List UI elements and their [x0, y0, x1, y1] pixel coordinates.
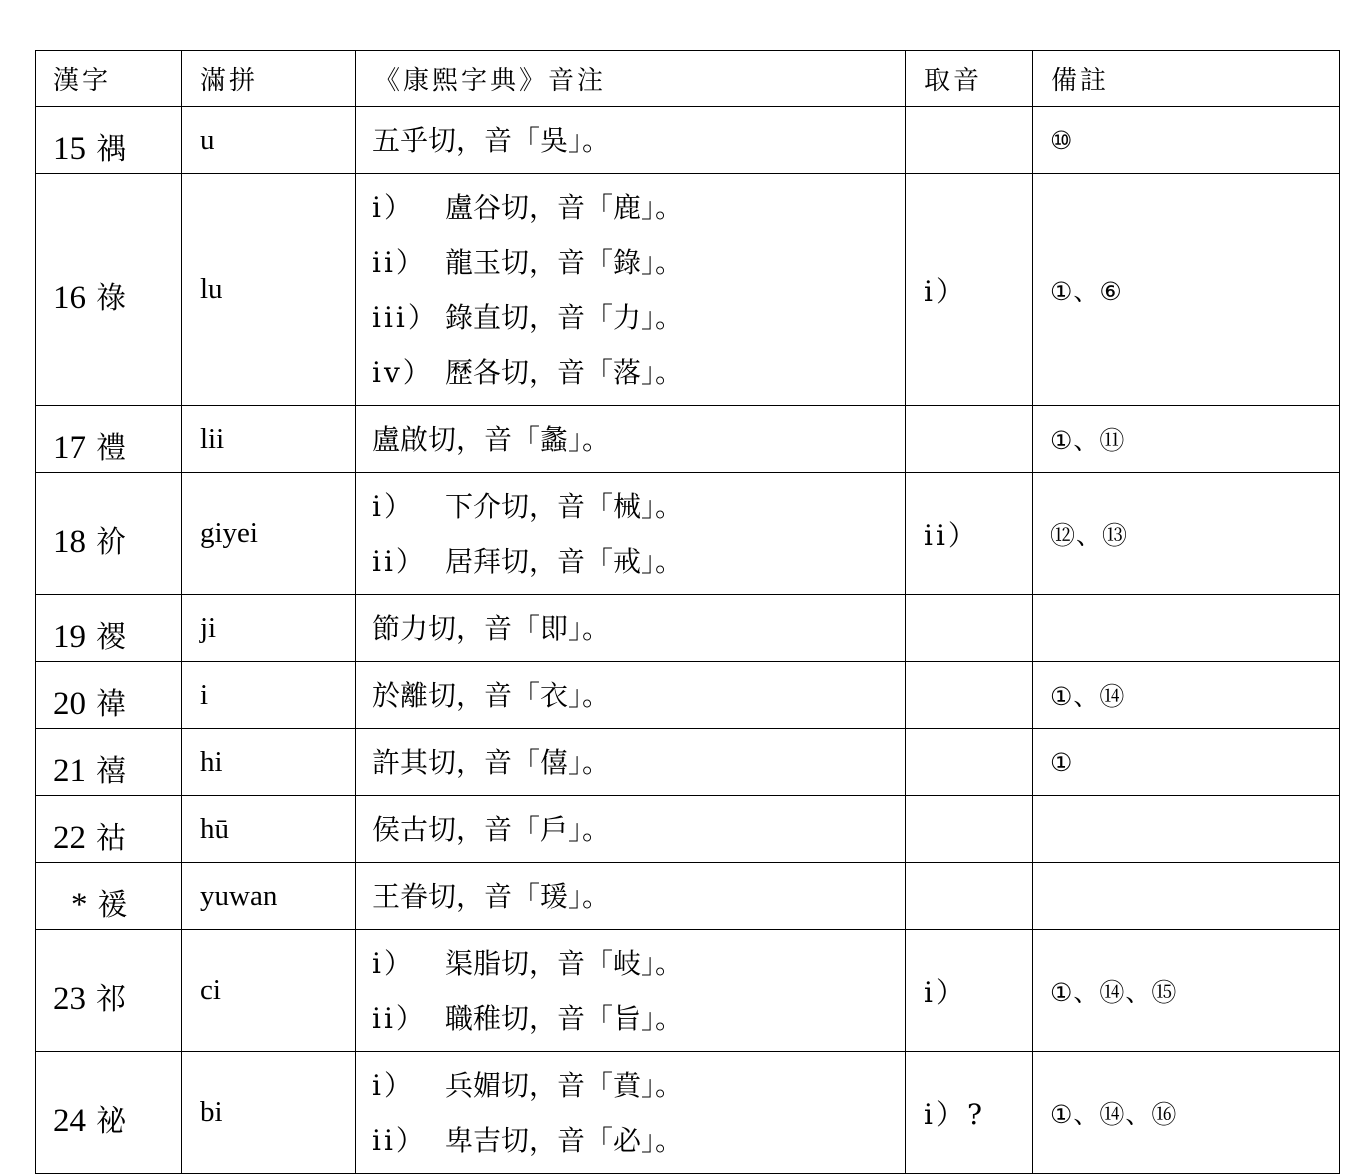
entry-number: 19 — [53, 618, 86, 655]
header-hanzi: 漢字 — [36, 51, 182, 107]
kangxi-notes-cell — [356, 662, 906, 729]
entry-number: 21 — [53, 752, 86, 789]
remarks-cell — [1033, 796, 1340, 863]
hanzi-cell — [36, 796, 182, 863]
note-text: 盧谷切，音「鹿」。 — [445, 190, 684, 224]
header-row — [36, 51, 1340, 107]
hanzi-character: 祜 — [96, 820, 126, 856]
manchu-romanization: giyei — [182, 473, 356, 595]
remarks-cell — [1033, 863, 1340, 930]
manchu-romanization: ci — [182, 930, 356, 1052]
chosen-reading — [906, 406, 1033, 473]
kangxi-notes-cell — [356, 863, 906, 930]
manchu-romanization: ji — [182, 595, 356, 662]
table-row — [36, 1052, 1340, 1174]
manchu-romanization: hi — [182, 729, 356, 796]
pronunciation-note — [372, 668, 905, 723]
note-label: iv） — [372, 355, 434, 389]
header-remarks: 備註 — [1033, 51, 1340, 107]
note-label: ii） — [372, 1001, 427, 1035]
entry-number: 22 — [53, 819, 86, 856]
entry-number: 15 — [53, 130, 86, 167]
note-text: 龍玉切，音「錄」。 — [445, 245, 684, 279]
table-row — [36, 473, 1340, 595]
entry-number: 23 — [53, 981, 86, 1017]
note-text: 錄直切，音「力」。 — [445, 300, 684, 334]
hanzi-character: 禑 — [96, 131, 126, 167]
hanzi-character: 祁 — [96, 982, 126, 1017]
hanzi-cell — [36, 662, 182, 729]
pronunciation-note — [372, 1113, 905, 1168]
kangxi-pronunciation-table — [35, 50, 1340, 1174]
note-text: 五乎切，音「吳」。 — [372, 123, 611, 157]
kangxi-notes-cell — [356, 406, 906, 473]
remarks-cell: ①、⑭ — [1033, 662, 1340, 729]
table-row — [36, 930, 1340, 1052]
note-text: 下介切，音「械」。 — [445, 489, 684, 523]
pronunciation-note — [372, 180, 905, 235]
table-row — [36, 796, 1340, 863]
remarks-cell: ①、⑥ — [1033, 174, 1340, 406]
pronunciation-note — [372, 345, 905, 400]
note-text: 卑吉切，音「必」。 — [445, 1123, 684, 1157]
hanzi-character: 禝 — [96, 619, 126, 655]
table-row — [36, 595, 1340, 662]
note-label: ii） — [372, 544, 427, 578]
note-label: ii） — [372, 1123, 427, 1157]
pronunciation-note — [372, 991, 905, 1046]
chosen-reading — [906, 796, 1033, 863]
note-text: 許其切，音「僖」。 — [372, 745, 611, 779]
note-label: i） — [372, 946, 415, 980]
remarks-cell — [1033, 595, 1340, 662]
note-label: i） — [372, 190, 415, 224]
remarks-cell: ①、⑭、⑯ — [1033, 1052, 1340, 1174]
kangxi-notes-cell — [356, 1052, 906, 1174]
table-row — [36, 729, 1340, 796]
note-text: 歷各切，音「落」。 — [445, 355, 684, 389]
hanzi-cell — [36, 595, 182, 662]
hanzi-character: 禧 — [96, 753, 126, 789]
manchu-romanization: lu — [182, 174, 356, 406]
note-text: 於離切，音「衣」。 — [372, 678, 611, 712]
chosen-reading — [906, 107, 1033, 174]
kangxi-notes-cell — [356, 729, 906, 796]
pronunciation-note — [372, 534, 905, 589]
note-text: 職稚切，音「旨」。 — [445, 1001, 684, 1035]
table-body — [36, 107, 1340, 1174]
note-label: i） — [372, 489, 415, 523]
hanzi-cell — [36, 863, 182, 930]
hanzi-character: 祿 — [96, 281, 126, 316]
pronunciation-note — [372, 235, 905, 290]
hanzi-character: 禐 — [97, 887, 128, 923]
header-manchu: 滿拼 — [182, 51, 356, 107]
entry-number: 20 — [53, 685, 86, 722]
pronunciation-note — [372, 412, 905, 467]
pronunciation-note — [372, 735, 905, 790]
note-text: 兵媚切，音「賁」。 — [445, 1068, 684, 1102]
hanzi-character: 祄 — [96, 525, 126, 560]
hanzi-cell — [36, 174, 182, 406]
table-row — [36, 662, 1340, 729]
hanzi-character: 禮 — [96, 430, 126, 466]
manchu-romanization: i — [182, 662, 356, 729]
chosen-reading — [906, 863, 1033, 930]
kangxi-notes-cell — [356, 473, 906, 595]
note-label: i） — [372, 1068, 415, 1102]
header-kangxi-notes: 《康熙字典》音注 — [356, 51, 906, 107]
entry-number: 24 — [53, 1103, 86, 1139]
table-row — [36, 863, 1340, 930]
pronunciation-note — [372, 869, 905, 924]
remarks-cell: ⑫、⑬ — [1033, 473, 1340, 595]
kangxi-notes-cell — [356, 595, 906, 662]
pronunciation-note — [372, 802, 905, 857]
table-row — [36, 107, 1340, 174]
hanzi-cell — [36, 930, 182, 1052]
hanzi-cell — [36, 1052, 182, 1174]
kangxi-notes-cell — [356, 796, 906, 863]
note-label: iii） — [372, 300, 439, 334]
note-text: 盧啟切，音「蠡」。 — [372, 422, 611, 456]
pronunciation-note — [372, 290, 905, 345]
chosen-reading — [906, 595, 1033, 662]
chosen-reading: i） — [906, 930, 1033, 1052]
entry-number: 16 — [53, 280, 86, 316]
pronunciation-note — [372, 1058, 905, 1113]
kangxi-notes-cell — [356, 174, 906, 406]
entry-number: * — [71, 886, 88, 923]
entry-number: 17 — [53, 429, 86, 466]
hanzi-cell — [36, 107, 182, 174]
pronunciation-note — [372, 601, 905, 656]
pronunciation-note — [372, 479, 905, 534]
chosen-reading: i） — [906, 174, 1033, 406]
manchu-romanization: u — [182, 107, 356, 174]
hanzi-cell — [36, 473, 182, 595]
chosen-reading: ii） — [906, 473, 1033, 595]
table-row — [36, 174, 1340, 406]
hanzi-character: 禕 — [96, 686, 126, 722]
note-text: 侯古切，音「戶」。 — [372, 812, 611, 846]
chosen-reading: i）? — [906, 1052, 1033, 1174]
note-text: 節力切，音「即」。 — [372, 611, 611, 645]
manchu-romanization: yuwan — [182, 863, 356, 930]
chosen-reading — [906, 662, 1033, 729]
hanzi-cell — [36, 406, 182, 473]
header-pick: 取音 — [906, 51, 1033, 107]
note-label: ii） — [372, 245, 427, 279]
manchu-romanization: hū — [182, 796, 356, 863]
remarks-cell: ①、⑭、⑮ — [1033, 930, 1340, 1052]
pronunciation-note — [372, 113, 905, 168]
kangxi-notes-cell — [356, 930, 906, 1052]
hanzi-character: 祕 — [96, 1104, 126, 1139]
note-text: 王眷切，音「瑗」。 — [372, 879, 611, 913]
hanzi-cell — [36, 729, 182, 796]
remarks-cell: ⑩ — [1033, 107, 1340, 174]
note-text: 渠脂切，音「岐」。 — [445, 946, 684, 980]
pronunciation-note — [372, 936, 905, 991]
table-row — [36, 406, 1340, 473]
note-text: 居拜切，音「戒」。 — [445, 544, 684, 578]
manchu-romanization: bi — [182, 1052, 356, 1174]
manchu-romanization: lii — [182, 406, 356, 473]
remarks-cell: ① — [1033, 729, 1340, 796]
chosen-reading — [906, 729, 1033, 796]
entry-number: 18 — [53, 524, 86, 560]
kangxi-notes-cell — [356, 107, 906, 174]
remarks-cell: ①、⑪ — [1033, 406, 1340, 473]
